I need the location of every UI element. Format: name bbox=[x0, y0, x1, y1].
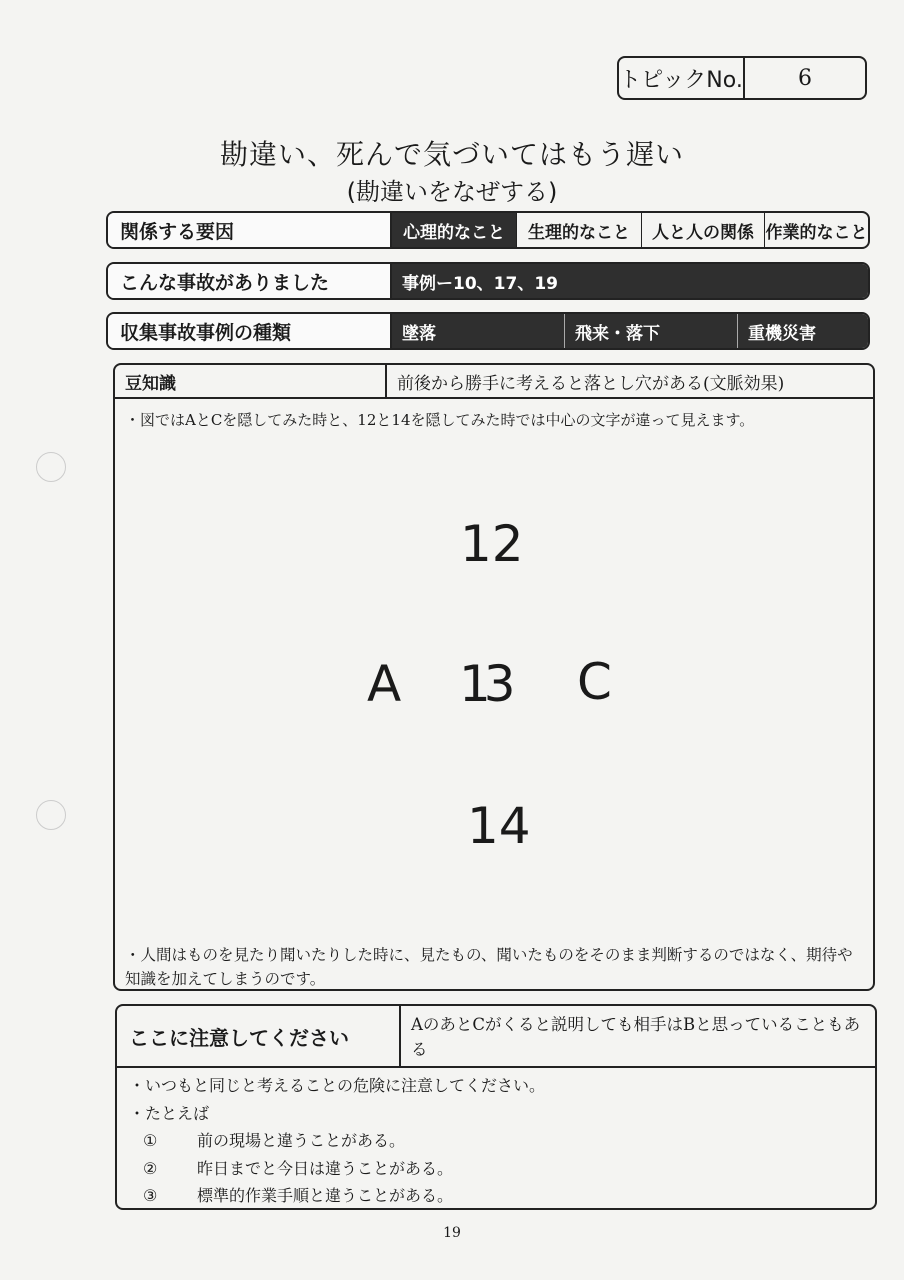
trivia-header: 豆知識 bbox=[115, 365, 387, 397]
factor-interpersonal: 人と人の関係 bbox=[642, 213, 765, 247]
page-number: 19 bbox=[443, 1225, 461, 1241]
factor-physiological: 生理的なこと bbox=[517, 213, 642, 247]
trivia-note-2: ・人間はものを見たり聞いたりした時に、見たもの、聞いたものをそのまま判断するのではなく、期待や知識を加えてしまうのです。 bbox=[125, 946, 853, 988]
caution-item bbox=[129, 1182, 545, 1210]
page-title: 勘違い、死んで気づいてはもう遅い bbox=[219, 138, 684, 171]
page-subtitle: (勘違いをなぜする) bbox=[346, 178, 558, 206]
accident-types-header: 収集事故事例の種類 bbox=[108, 314, 392, 348]
figure-center-character: 13 bbox=[459, 655, 509, 713]
caution-item-text: 昨日までと今日は違うことがある。 bbox=[197, 1158, 454, 1178]
topic-label: トピックNo. bbox=[619, 58, 745, 98]
caution-header-row bbox=[117, 1006, 875, 1068]
figure-right-letter: C bbox=[577, 653, 612, 711]
accidents-value: 事例ー10、17、19 bbox=[402, 273, 558, 294]
caution-line-1: ・いつもと同じと考えることの危険に注意してください。 bbox=[129, 1076, 546, 1095]
caution-item-number: ② bbox=[143, 1158, 158, 1178]
factors-row bbox=[106, 211, 870, 249]
factor-work: 作業的なこと bbox=[765, 222, 868, 243]
factors-header: 関係する要因 bbox=[108, 213, 392, 247]
caution-item-number: ③ bbox=[143, 1186, 158, 1205]
type-flying-falling: 飛来・落下 bbox=[565, 314, 738, 348]
accident-types-row bbox=[106, 312, 870, 350]
trivia-box bbox=[113, 363, 875, 991]
topic-number-box bbox=[617, 56, 867, 100]
caution-summary: AのあとCがくると説明しても相手はBと思っていることもある bbox=[411, 1015, 861, 1059]
accidents-row bbox=[106, 262, 870, 300]
type-fall: 墜落 bbox=[392, 314, 565, 348]
caution-item-text: 前の現場と違うことがある。 bbox=[197, 1131, 406, 1150]
trivia-note-1: ・図ではAとCを隠してみた時と、12と14を隠してみた時では中心の文字が違って見えます。 bbox=[125, 411, 755, 429]
type-heavy-machinery: 重機災害 bbox=[748, 323, 816, 344]
caution-line-2: ・たとえば bbox=[129, 1103, 210, 1123]
topic-number: 6 bbox=[798, 65, 812, 91]
figure-left-letter: A bbox=[367, 655, 402, 713]
caution-item bbox=[129, 1127, 545, 1155]
caution-list bbox=[129, 1072, 545, 1210]
caution-header: ここに注意してください bbox=[117, 1006, 401, 1066]
factor-psychological: 心理的なこと bbox=[392, 213, 517, 247]
trivia-topic: 前後から勝手に考えると落とし穴がある(文脈効果) bbox=[397, 373, 785, 394]
caution-item-number: ① bbox=[143, 1131, 158, 1150]
figure-bottom-number: 14 bbox=[467, 797, 531, 855]
punch-hole-bottom bbox=[36, 800, 66, 830]
caution-box bbox=[115, 1004, 877, 1210]
caution-item-text: 標準的作業手順と違うことがある。 bbox=[197, 1186, 454, 1205]
caution-item bbox=[129, 1155, 545, 1183]
trivia-header-row bbox=[115, 365, 873, 399]
figure-top-number: 12 bbox=[460, 515, 524, 573]
punch-hole-top bbox=[36, 452, 66, 482]
accidents-header: こんな事故がありました bbox=[108, 264, 392, 298]
